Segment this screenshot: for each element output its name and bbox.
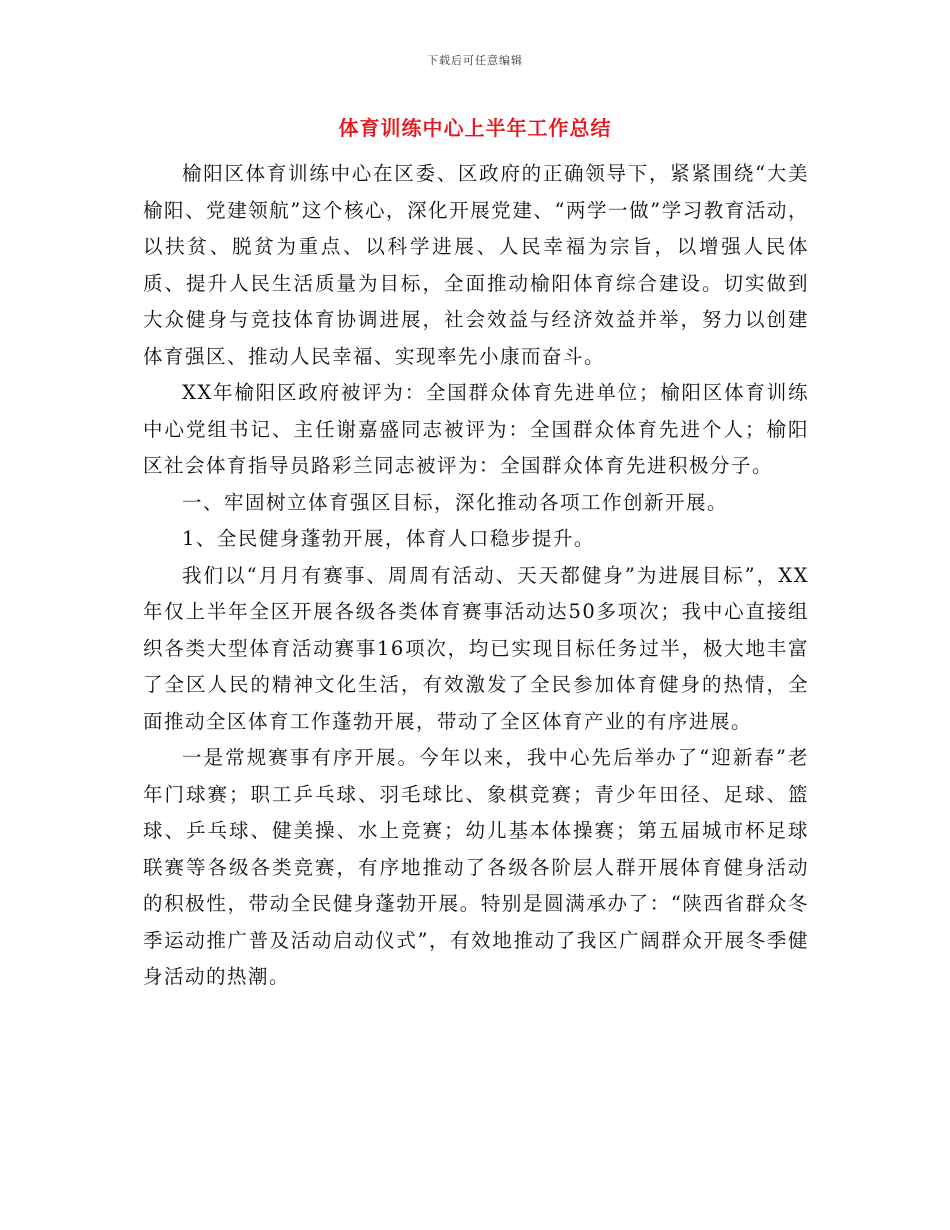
- subsection-heading-1-1: 1、全民健身蓬勃开展，体育人口稳步提升。: [182, 527, 595, 550]
- header-note: 下载后可任意编辑: [427, 54, 523, 67]
- paragraph-intro: 榆阳区体育训练中心在区委、区政府的正确领导下，紧紧围绕“大美榆阳、党建领航”这个核心，深化开展党建、“两学一做”学习教育活动，以扶贫、脱贫为重点、以科学进展、人民幸福为宗旨，以增强人民体质、提升人民生活质量为目标，全面推动榆阳体育综合建设。切实做到大众健身与竞技体育协调进展，社会效益与经济效益并举，努力以创建体育强区、推动人民幸福、实现率先小康而奋斗。: [143, 162, 809, 368]
- paragraph-awards: XX年榆阳区政府被评为：全国群众体育先进单位；榆阳区体育训练中心党组书记、主任谢嘉盛同志被评为：全国群众体育先进个人；榆阳区社会体育指导员路彩兰同志被评为：全国群众体育先进积极分子。: [143, 381, 809, 477]
- document-body: [143, 156, 809, 996]
- paragraph-regular-events: 一是常规赛事有序开展。今年以来，我中心先后举办了“迎新春”老年门球赛；职工乒乓球、羽毛球比、象棋竞赛；青少年田径、足球、篮球、乒乓球、健美操、水上竞赛；幼儿基本体操赛；第五届城市杯足球联赛等各级各类竞赛，有序地推动了各级各阶层人群开展体育健身活动的积极性，带动全民健身蓬勃开展。特别是圆满承办了：“陕西省群众冬季运动推广普及活动启动仪式”，有效地推动了我区广阔群众开展冬季健身活动的热潮。: [143, 746, 809, 988]
- document-title: 体育训练中心上半年工作总结: [338, 116, 612, 140]
- section-heading-1: 一、牢固树立体育强区目标，深化推动各项工作创新开展。: [182, 490, 729, 514]
- paragraph-events: 我们以“月月有赛事、周周有活动、天天都健身”为进展目标”，XX年仅上半年全区开展各级各类体育赛事活动达50多项次；我中心直接组织各类大型体育活动赛事16项次，均已实现目标任务过半，极大地丰富了全区人民的精神文化生活，有效激发了全民参加体育健身的热情，全面推动全区体育工作蓬勃开展，带动了全区体育产业的有序进展。: [143, 563, 809, 733]
